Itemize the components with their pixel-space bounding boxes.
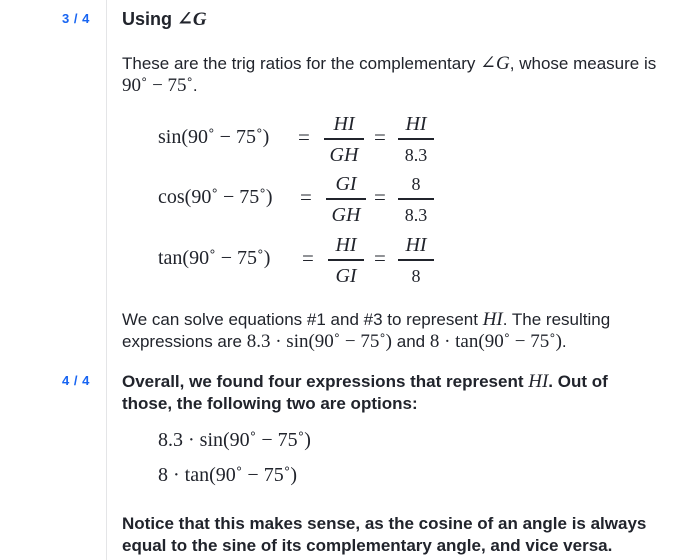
summary-text: Overall, we found four expressions that represent xyxy=(122,372,529,391)
fraction-bar xyxy=(398,259,434,261)
fraction-denominator: GI xyxy=(335,264,357,287)
fraction-hi-gh xyxy=(324,112,364,168)
fraction-hi-gi xyxy=(328,233,364,289)
fraction-denominator: 8 xyxy=(411,265,421,286)
conclusion-and: and xyxy=(392,332,430,351)
step-number-3: 3 / 4 xyxy=(62,11,90,26)
equation-sin xyxy=(158,112,478,168)
fraction-denominator: 8.3 xyxy=(404,204,428,225)
equals-sign: = xyxy=(374,185,386,209)
fraction-numerator: HI xyxy=(333,113,355,135)
summary-variable: HI xyxy=(528,371,549,392)
step-3-heading xyxy=(122,8,207,31)
fraction-numerator: HI xyxy=(405,234,427,256)
intro-text-2: , whose measure is xyxy=(509,54,657,73)
conclusion-text: We can solve equations #1 and #3 to represent xyxy=(122,310,483,329)
step-number-4: 4 / 4 xyxy=(62,373,90,388)
equals-sign: = xyxy=(374,125,386,149)
fraction-bar xyxy=(398,138,434,140)
fraction-hi-8-3 xyxy=(398,112,434,168)
conclusion-end: . xyxy=(561,332,567,351)
fraction-bar xyxy=(324,138,364,140)
step-3-intro xyxy=(122,53,662,97)
equation-lhs: sin(90˚ − 75˚) xyxy=(158,126,270,148)
heading-text: Using xyxy=(122,9,178,29)
fraction-hi-8 xyxy=(398,233,434,289)
intro-text: These are the trig ratios for the complementary xyxy=(122,54,481,73)
step-4-note: Notice that this makes sense, as the cosine of an angle is always equal to the sine of its complementary angle, and vice versa. xyxy=(122,514,647,555)
fraction-numerator: HI xyxy=(405,113,427,135)
equation-cos xyxy=(158,172,478,228)
fraction-8-8-3 xyxy=(398,172,434,228)
equation-lhs: tan(90˚ − 75˚) xyxy=(158,247,271,269)
equals-sign: = xyxy=(374,246,386,270)
step-3-conclusion xyxy=(122,309,662,353)
conclusion-expression-2: 8 · tan(90˚ − 75˚) xyxy=(429,331,562,352)
conclusion-variable: HI xyxy=(482,309,503,330)
fraction-denominator: GH xyxy=(329,143,359,166)
equation-tan xyxy=(158,233,478,289)
summary-text-2: . Out of those, the following two are options: xyxy=(122,372,608,413)
fraction-bar xyxy=(398,198,434,200)
heading-angle: ∠G xyxy=(177,9,207,30)
step-4-summary xyxy=(122,371,662,415)
fraction-denominator: GH xyxy=(331,203,361,226)
conclusion-text-2: . The resulting expressions are xyxy=(122,310,611,351)
fraction-gi-gh xyxy=(326,172,366,228)
fraction-numerator: 8 xyxy=(411,174,421,194)
equation-lhs: cos(90˚ − 75˚) xyxy=(158,186,273,208)
intro-measure: 90˚ − 75˚ xyxy=(122,75,193,96)
option-expression-2: 8 · tan(90˚ − 75˚) xyxy=(158,464,298,486)
intro-angle: ∠G xyxy=(480,53,510,74)
equals-sign: = xyxy=(300,185,312,209)
fraction-bar xyxy=(326,198,366,200)
step-divider-line xyxy=(106,0,107,560)
fraction-numerator: HI xyxy=(335,234,357,256)
option-expression-1: 8.3 · sin(90˚ − 75˚) xyxy=(158,429,311,451)
intro-end: . xyxy=(192,76,198,95)
conclusion-expression-1: 8.3 · sin(90˚ − 75˚) xyxy=(246,331,393,352)
fraction-denominator: 8.3 xyxy=(404,144,428,165)
equals-sign: = xyxy=(302,246,314,270)
equals-sign: = xyxy=(298,125,310,149)
fraction-bar xyxy=(328,259,364,261)
fraction-numerator: GI xyxy=(335,173,357,195)
